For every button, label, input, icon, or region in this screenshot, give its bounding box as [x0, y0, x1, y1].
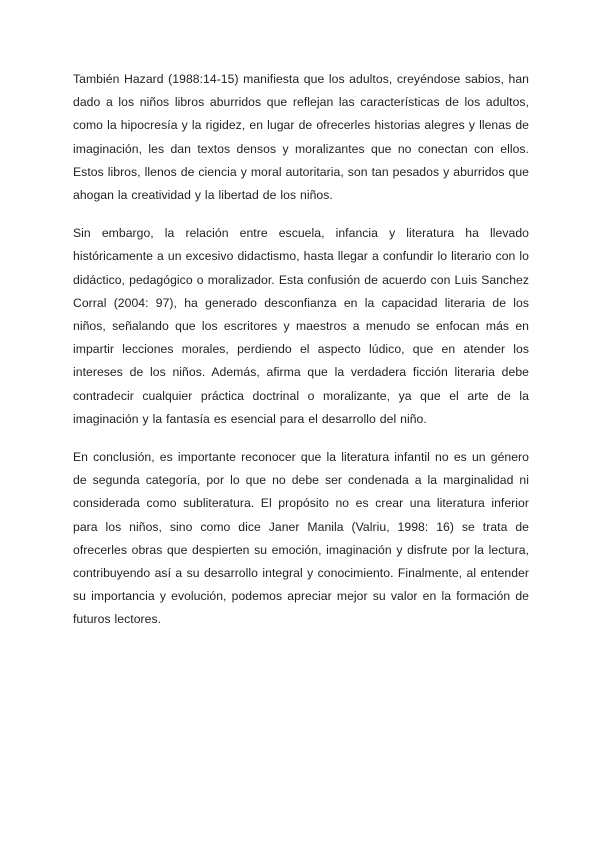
paragraph-conclusion: En conclusión, es importante reconocer que la literatura infantil no es un género de segunda categoría, por lo que no debe ser condenada a la marginalidad ni considerada como subliteratura. El propósito no es crear una literatura inferior para los niños, sino como dice Janer Manila (Valriu, 1998: 16) se trata de ofrecerles obras que despierten su emoción, imaginación y disfrute por la lectura, contribuyendo así a su desarrollo integral y conocimiento. Finalmente, al entender su importancia y evolución, podemos apreciar mejor su valor en la formación de futuros lectores. [73, 450, 529, 627]
paragraph-didactismo: Sin embargo, la relación entre escuela, infancia y literatura ha llevado históricamente a un excesivo didactismo, hasta llegar a confundir lo literario con lo didáctico, pedagógico o moralizador. Esta confusión de acuerdo con Luis Sanchez Corral (2004: 97), ha generado desconfianza en la capacidad literaria de los niños, señalando que los escritores y maestros a menudo se enfocan más en impartir lecciones morales, perdiendo el aspecto lúdico, que en atender los intereses de los niños. Además, afirma que la verdadera ficción literaria debe contradecir cualquier práctica doctrinal o moralizante, ya que el arte de la imaginación y la fantasía es esencial para el desarrollo del niño. [73, 226, 529, 426]
document-body [73, 68, 529, 647]
paragraph-hazard: También Hazard (1988:14-15) manifiesta que los adultos, creyéndose sabios, han dado a los niños libros aburridos que reflejan las características de los adultos, como la hipocresía y la rigidez, en lugar de ofrecerles historias alegres y llenas de imaginación, les dan textos densos y moralizantes que no conectan con ellos. Estos libros, llenos de ciencia y moral autoritaria, son tan pesados y aburridos que ahogan la creatividad y la libertad de los niños. [73, 72, 529, 203]
